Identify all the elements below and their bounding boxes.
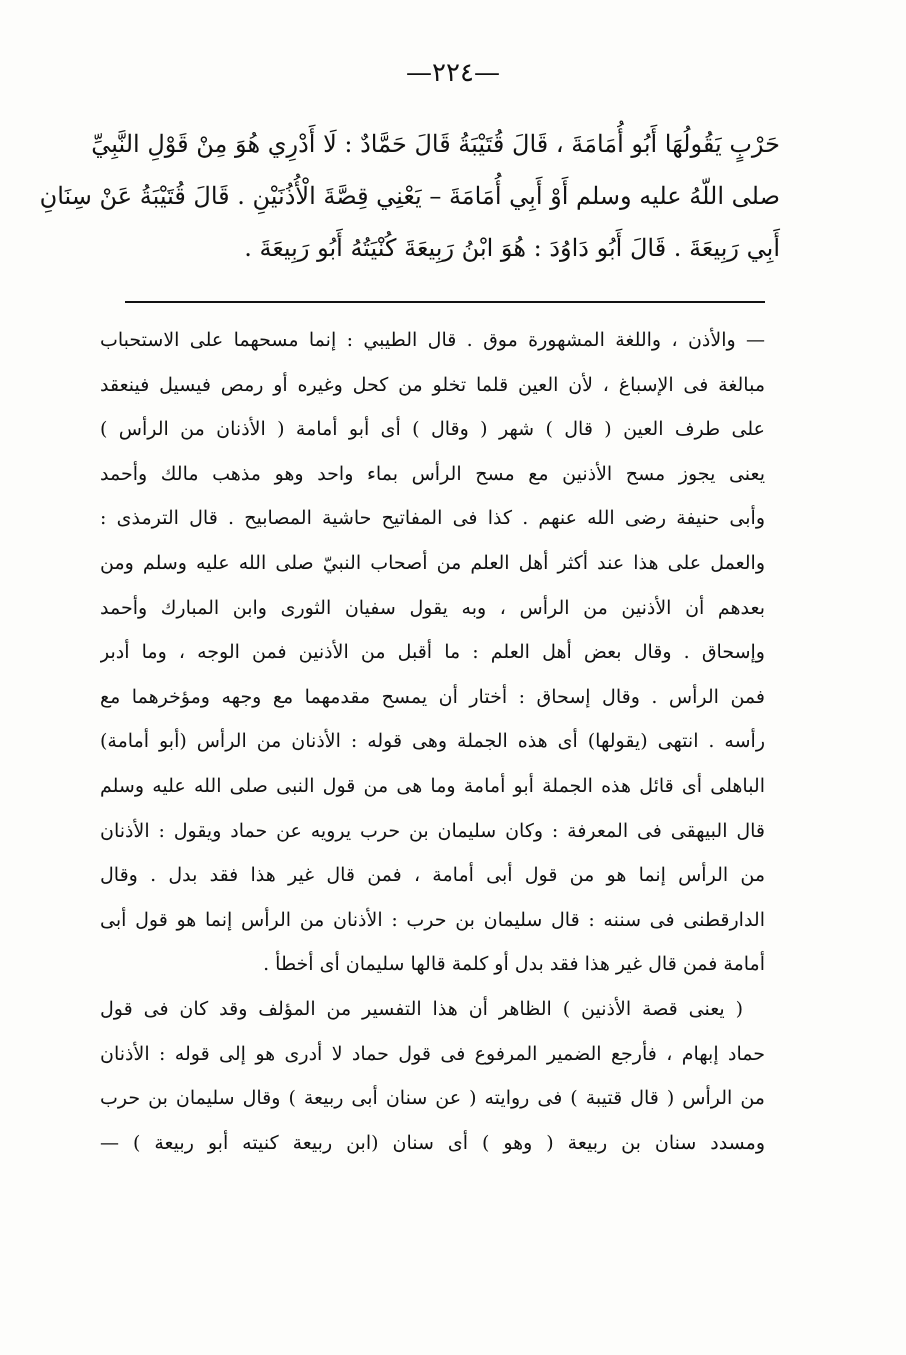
page-number: —٢٢٤— (406, 58, 500, 88)
commentary-line: حماد إبهام ، فأرجع الضمير المرفوع فى قول حماد لا أدرى هو إلى قوله : الأذنان (100, 1042, 765, 1065)
commentary-line: والعمل على هذا عند أكثر أهل العلم من أصحاب النبيّ صلى الله عليه وسلم ومن (100, 551, 765, 574)
hadith-text-line: صلى اللّهُ عليه وسلم أَوْ أَبِي أُمَامَةَ – يَعْنِي قِصَّةَ الْأُذُنَيْنِ . قَالَ قُتَيْبَةُ عَنْ سِنَانِ (39, 182, 780, 210)
commentary-block (100, 318, 765, 1165)
commentary-line: ( يعنى قصة الأذنين ) الظاهر أن هذا التفسير من المؤلف وقد كان فى قول (100, 997, 743, 1020)
commentary-line: على طرف العين ( قال ) شهر ( وقال ) أى أبو أمامة ( الأذنان من الرأس ) (100, 418, 765, 441)
commentary-line: قال البيهقى فى المعرفة : وكان سليمان بن حرب يرويه عن حماد ويقول : الأذنان (100, 819, 765, 842)
commentary-line: يعنى يجوز مسح الأذنين مع مسح الرأس بماء واحد وهو مذهب مالك وأحمد (100, 462, 765, 485)
hadith-text-line: حَرْبٍ يَقُولُهَا أَبُو أُمَامَةَ ، قَالَ قُتَيْبَةُ قَالَ حَمَّادٌ : لَا أَدْرِي هُوَ مِنْ قَوْلِ النَّبِيِّ (91, 130, 780, 158)
commentary-line: رأسه . انتهى (يقولها) أى هذه الجملة وهى قوله : الأذنان من الرأس (أبو أمامة) (100, 730, 765, 753)
commentary-line: الدارقطنى فى سننه : قال سليمان بن حرب : الأذنان من الرأس إنما هو قول أبى (100, 908, 765, 931)
commentary-line: وإسحاق . وقال بعض أهل العلم : ما أقبل من الأذنين فمن الوجه ، وما أدبر (100, 641, 765, 664)
commentary-line: مبالغة فى الإسباغ ، لأن العين قلما تخلو من كحل وغيره أو رمص فيسيل فينعقد (100, 373, 765, 396)
commentary-line: من الرأس إنما هو من قول أبى أمامة ، فمن قال غير هذا فقد بدل . وقال (100, 864, 765, 887)
commentary-line: — والأذن ، واللغة المشهورة موق . قال الطيبي : إنما مسحهما على الاستحباب (100, 329, 765, 351)
separator-rule (125, 301, 765, 303)
commentary-line: أمامة فمن قال غير هذا فقد بدل أو كلمة قالها سليمان أى أخطأ . (263, 953, 765, 976)
commentary-line: ومسدد سنان بن ربيعة ( وهو ) أى سنان (ابن ربيعة كنيته أبو ربيعة ) — (100, 1131, 765, 1154)
commentary-line: فمن الرأس . وقال إسحاق : أختار أن يمسح مقدمهما مع وجهه ومؤخرهما مع (100, 685, 765, 708)
commentary-line: من الرأس ( قال قتيبة ) فى روايته ( عن سنان أبى ربيعة ) وقال سليمان بن حرب (100, 1087, 765, 1110)
commentary-line: الباهلى أى قائل هذه الجملة أبو أمامة وما هى من قول النبى صلى الله عليه وسلم (100, 774, 765, 797)
commentary-line: بعدهم أن الأذنين من الرأس ، وبه يقول سفيان الثورى وابن المبارك وأحمد (100, 596, 765, 619)
hadith-text-line: أَبِي رَبِيعَةَ . قَالَ أَبُو دَاوُدَ : هُوَ ابْنُ رَبِيعَةَ كُنْيَتُهُ أَبُو رَبِيعَةَ . (244, 234, 780, 262)
commentary-line: وأبى حنيفة رضى الله عنهم . كذا فى المفاتيح حاشية المصابيح . قال الترمذى : (100, 507, 765, 530)
hadith-text-block (39, 118, 780, 274)
